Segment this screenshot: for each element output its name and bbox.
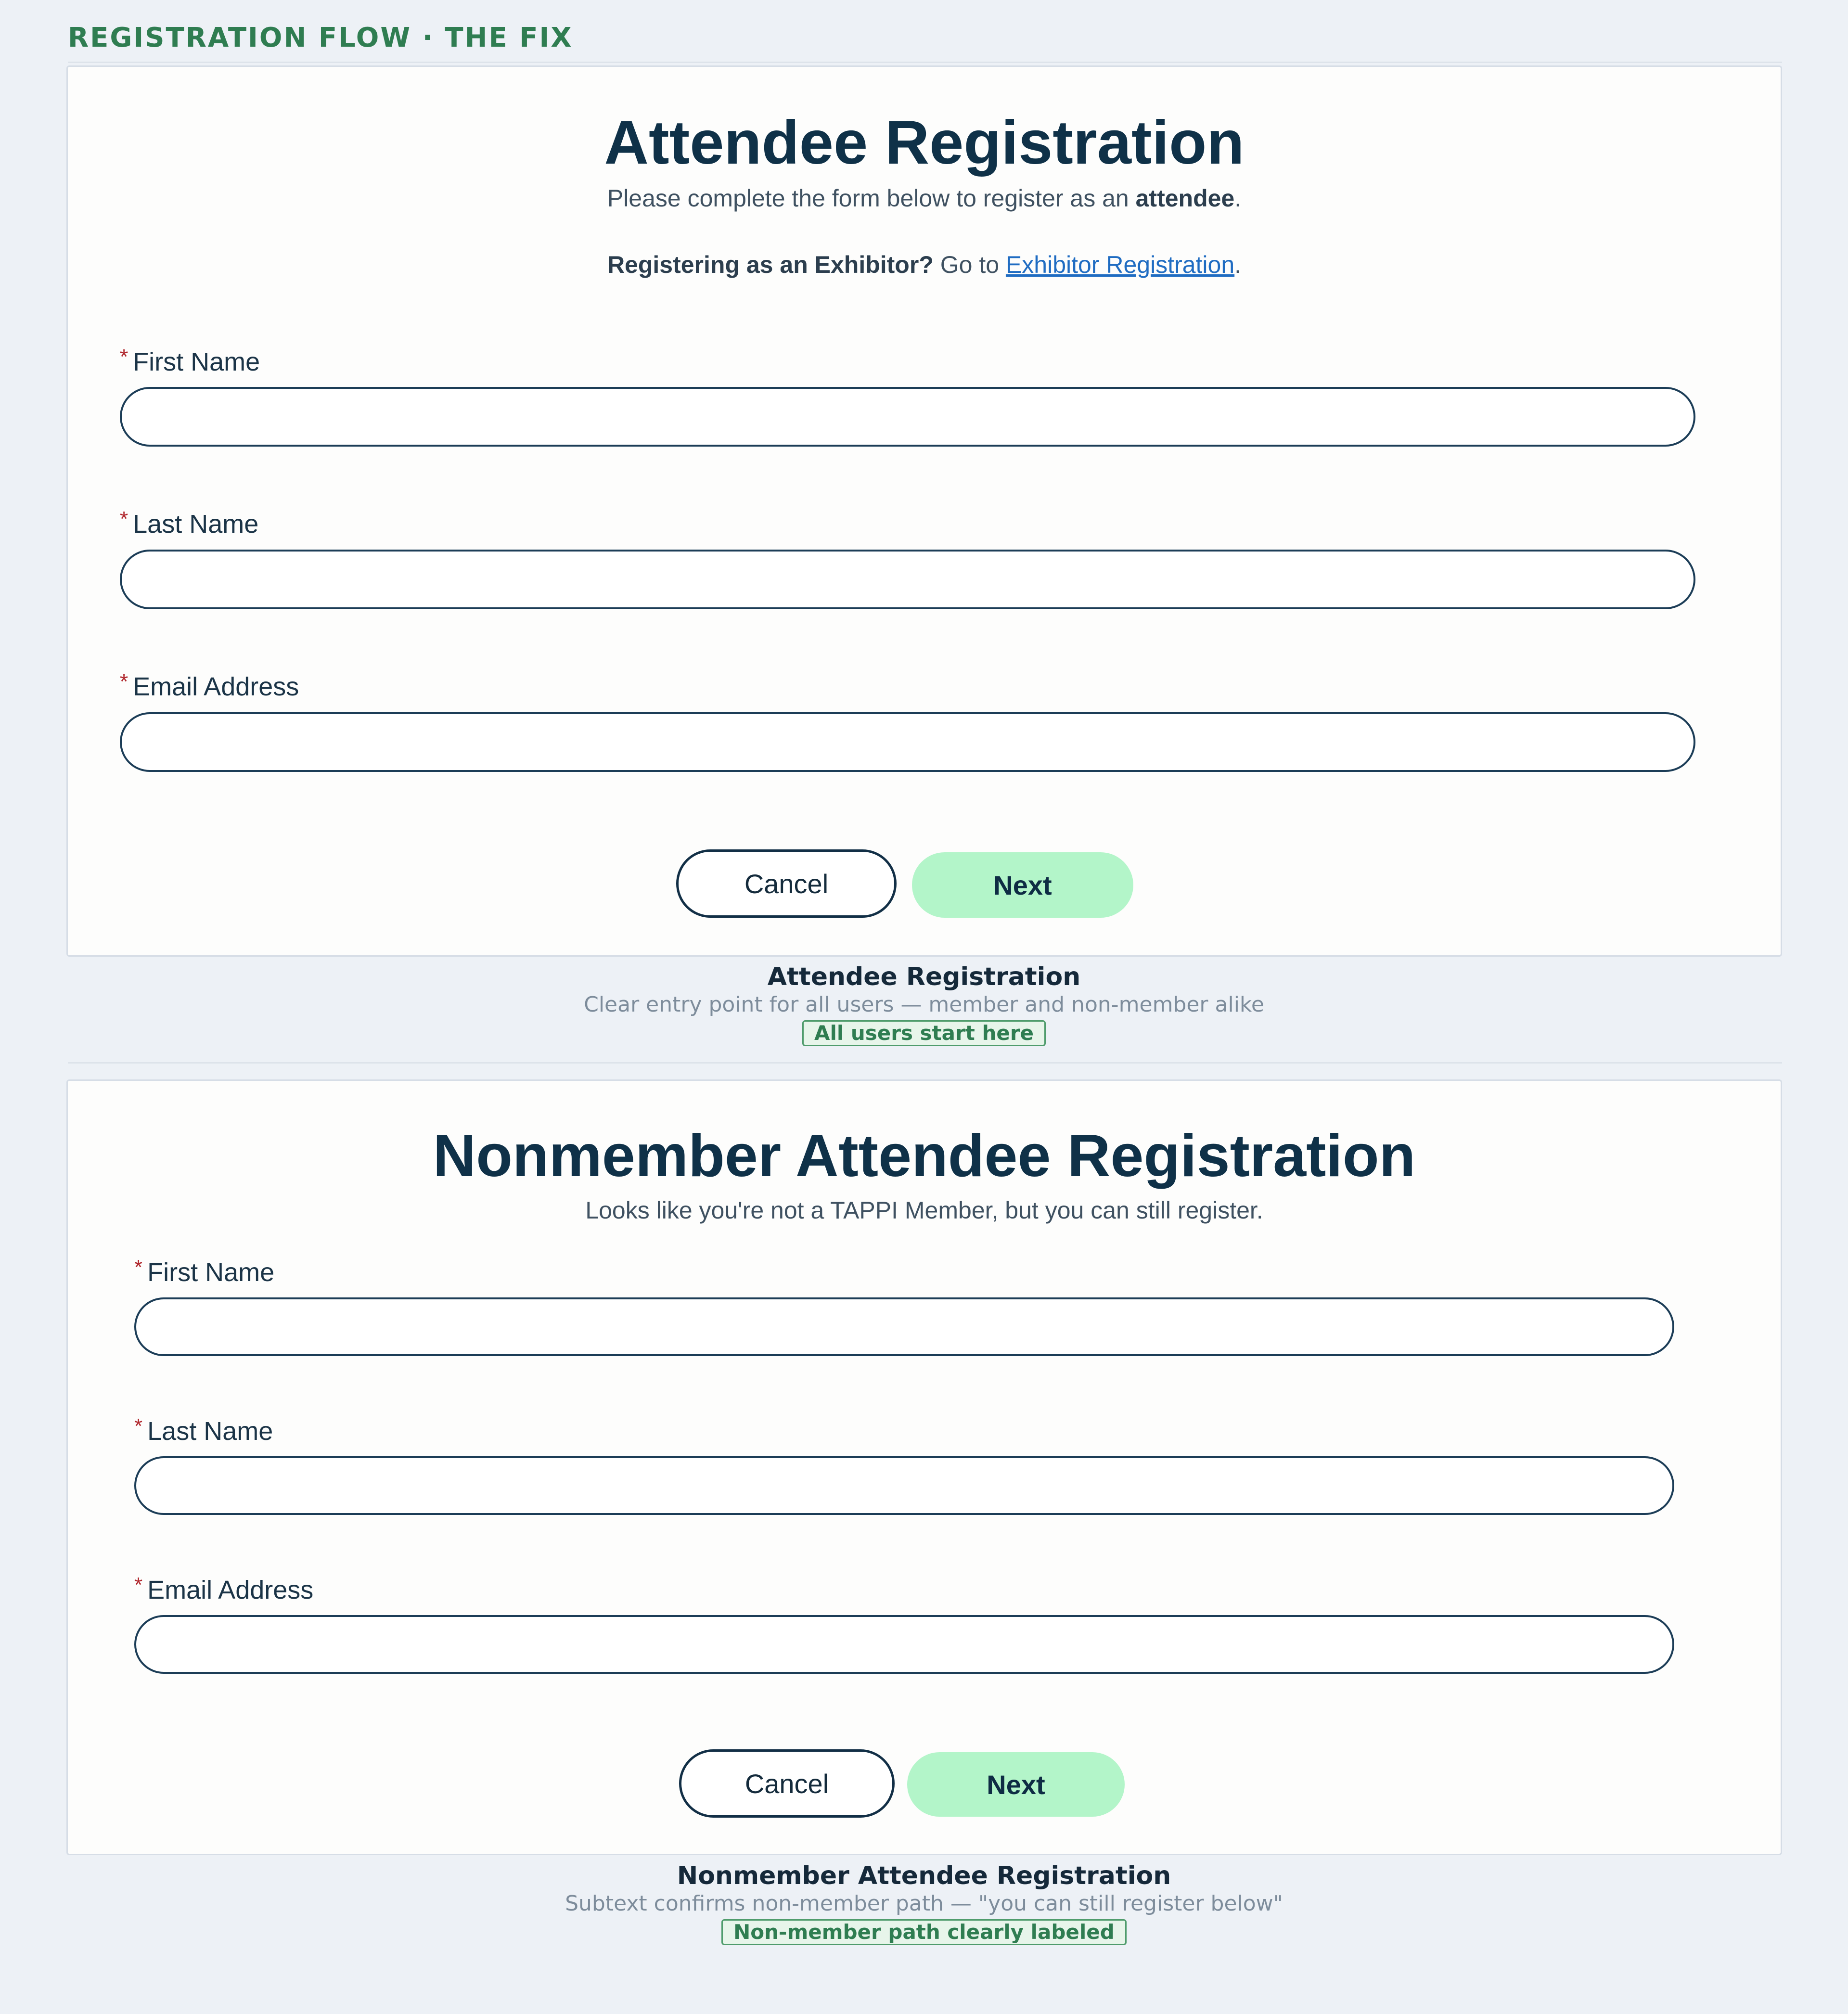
required-marker: * bbox=[120, 345, 128, 369]
caption-subtitle: Subtext confirms non-member path — "you can still register below" bbox=[565, 1891, 1283, 1916]
email-label-text: Email Address bbox=[133, 672, 299, 701]
required-marker: * bbox=[134, 1256, 143, 1279]
subtitle-emphasis: attendee bbox=[1135, 185, 1235, 212]
exhibitor-go-to: Go to bbox=[933, 251, 1006, 278]
attendee-registration-card bbox=[66, 65, 1782, 957]
cancel-button[interactable]: Cancel bbox=[679, 1749, 895, 1818]
caption-badge-row bbox=[0, 1919, 1848, 1945]
caption-title: Nonmember Attendee Registration bbox=[677, 1861, 1171, 1890]
required-marker: * bbox=[120, 670, 128, 693]
last-name-label bbox=[120, 507, 258, 539]
status-badge: Non-member path clearly labeled bbox=[721, 1919, 1127, 1945]
first-name-label bbox=[134, 1256, 274, 1287]
first-name-input[interactable] bbox=[120, 387, 1695, 447]
last-name-input[interactable] bbox=[134, 1456, 1674, 1515]
section-divider bbox=[68, 1062, 1782, 1064]
required-marker: * bbox=[120, 507, 128, 531]
page-title: Attendee Registration bbox=[604, 108, 1245, 177]
first-name-label-text: First Name bbox=[147, 1258, 275, 1287]
exhibitor-question: Registering as an Exhibitor? bbox=[607, 251, 934, 278]
cancel-button[interactable]: Cancel bbox=[676, 849, 897, 918]
exhibitor-notice bbox=[68, 249, 1781, 281]
email-input[interactable] bbox=[120, 712, 1695, 772]
last-name-label-text: Last Name bbox=[133, 510, 259, 539]
status-badge: All users start here bbox=[802, 1020, 1046, 1046]
next-button[interactable]: Next bbox=[907, 1752, 1125, 1817]
last-name-input[interactable] bbox=[120, 550, 1695, 609]
exhibitor-period: . bbox=[1234, 251, 1242, 278]
email-label-text: Email Address bbox=[147, 1576, 314, 1604]
subtitle-period: . bbox=[1234, 185, 1242, 212]
caption-badge-row bbox=[0, 1020, 1848, 1046]
flow-title: REGISTRATION FLOW · THE FIX bbox=[68, 22, 573, 53]
caption-title: Attendee Registration bbox=[767, 962, 1081, 991]
subtitle-text: Please complete the form below to register as an bbox=[607, 185, 1136, 212]
email-label bbox=[134, 1573, 313, 1605]
exhibitor-registration-link[interactable]: Exhibitor Registration bbox=[1005, 251, 1235, 278]
top-divider bbox=[68, 62, 1782, 63]
nonmember-registration-card bbox=[66, 1079, 1782, 1855]
page-subtitle bbox=[68, 182, 1781, 214]
caption-subtitle: Clear entry point for all users — member and non-member alike bbox=[584, 992, 1264, 1017]
first-name-input[interactable] bbox=[134, 1297, 1674, 1356]
page-subtitle: Looks like you're not a TAPPI Member, but you can still register. bbox=[585, 1197, 1263, 1224]
email-label bbox=[120, 670, 299, 702]
first-name-label bbox=[120, 345, 260, 377]
email-input[interactable] bbox=[134, 1615, 1674, 1674]
last-name-label bbox=[134, 1414, 273, 1446]
required-marker: * bbox=[134, 1573, 143, 1597]
page-title: Nonmember Attendee Registration bbox=[433, 1123, 1416, 1189]
required-marker: * bbox=[134, 1414, 143, 1438]
first-name-label-text: First Name bbox=[133, 347, 260, 376]
next-button[interactable]: Next bbox=[912, 852, 1133, 918]
last-name-label-text: Last Name bbox=[147, 1417, 273, 1446]
